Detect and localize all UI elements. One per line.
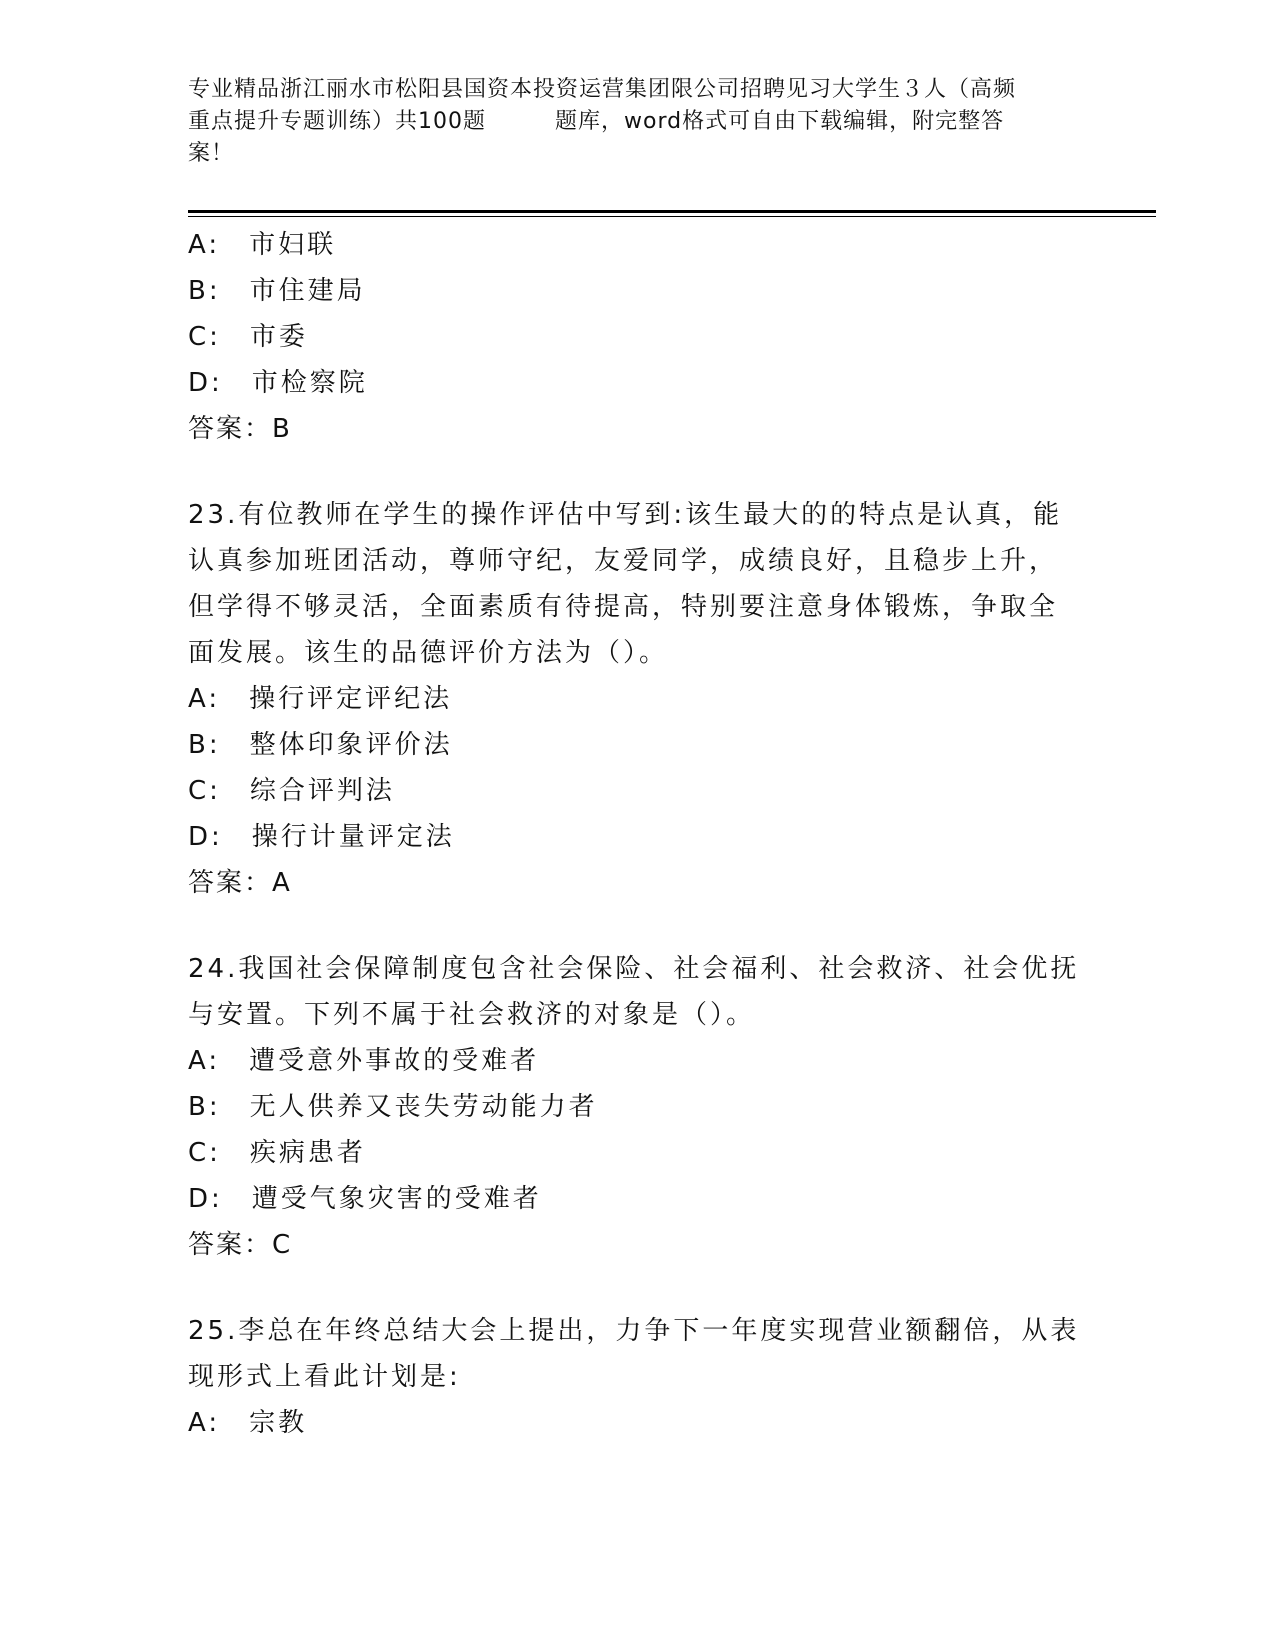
option-d: D: 遭受气象灾害的受难者 xyxy=(188,1184,542,1214)
option-a: A: 操行评定评纪法 xyxy=(188,684,453,714)
answer: 答案：B xyxy=(188,414,292,444)
option-a: A: 宗教 xyxy=(188,1408,308,1438)
question-25 xyxy=(188,1308,1088,1446)
question-text-line: 现形式上看此计划是: xyxy=(188,1362,461,1392)
answer: 答案：A xyxy=(188,868,292,898)
option-d: D: 市检察院 xyxy=(188,368,368,398)
option-c: C: 市委 xyxy=(188,322,308,352)
option-b: B: 市住建局 xyxy=(188,276,366,306)
question-text-line: 面发展。该生的品德评价方法为（）。 xyxy=(188,638,669,668)
option-a: A: 市妇联 xyxy=(188,230,337,260)
title-line-3: 案！ xyxy=(188,141,235,166)
question-24 xyxy=(188,946,1088,1268)
question-text-line: 24.我国社会保障制度包含社会保险、社会福利、社会救济、社会优抚 xyxy=(188,954,1080,984)
title-line-2: 重点提升专题训练）共100题 题库，word格式可自由下载编辑，附完整答 xyxy=(188,109,1005,134)
option-c: C: 综合评判法 xyxy=(188,776,395,806)
title-line-1: 专业精品浙江丽水市松阳县国资本投资运营集团限公司招聘见习大学生３人（高频 xyxy=(188,77,1017,102)
question-text-line: 但学得不够灵活，全面素质有待提高，特别要注意身体锻炼，争取全 xyxy=(188,592,1059,622)
question-text-line: 与安置。下列不属于社会救济的对象是（）。 xyxy=(188,1000,756,1030)
option-a: A: 遭受意外事故的受难者 xyxy=(188,1046,540,1076)
question-text-line: 25.李总在年终总结大会上提出，力争下一年度实现营业额翻倍，从表 xyxy=(188,1316,1080,1346)
option-d: D: 操行计量评定法 xyxy=(188,822,455,852)
header-divider-thin xyxy=(188,216,1156,217)
answer: 答案：C xyxy=(188,1230,293,1260)
question-list xyxy=(188,222,1088,1446)
question-text-line: 23.有位教师在学生的操作评估中写到:该生最大的的特点是认真，能 xyxy=(188,500,1063,530)
document-title xyxy=(188,74,1088,170)
question-22-tail xyxy=(188,222,1088,452)
option-c: C: 疾病患者 xyxy=(188,1138,366,1168)
question-text-line: 认真参加班团活动，尊师守纪，友爱同学，成绩良好，且稳步上升， xyxy=(188,546,1059,576)
question-23 xyxy=(188,492,1088,906)
option-b: B: 整体印象评价法 xyxy=(188,730,453,760)
header-divider-thick xyxy=(188,210,1156,213)
option-b: B: 无人供养又丧失劳动能力者 xyxy=(188,1092,598,1122)
